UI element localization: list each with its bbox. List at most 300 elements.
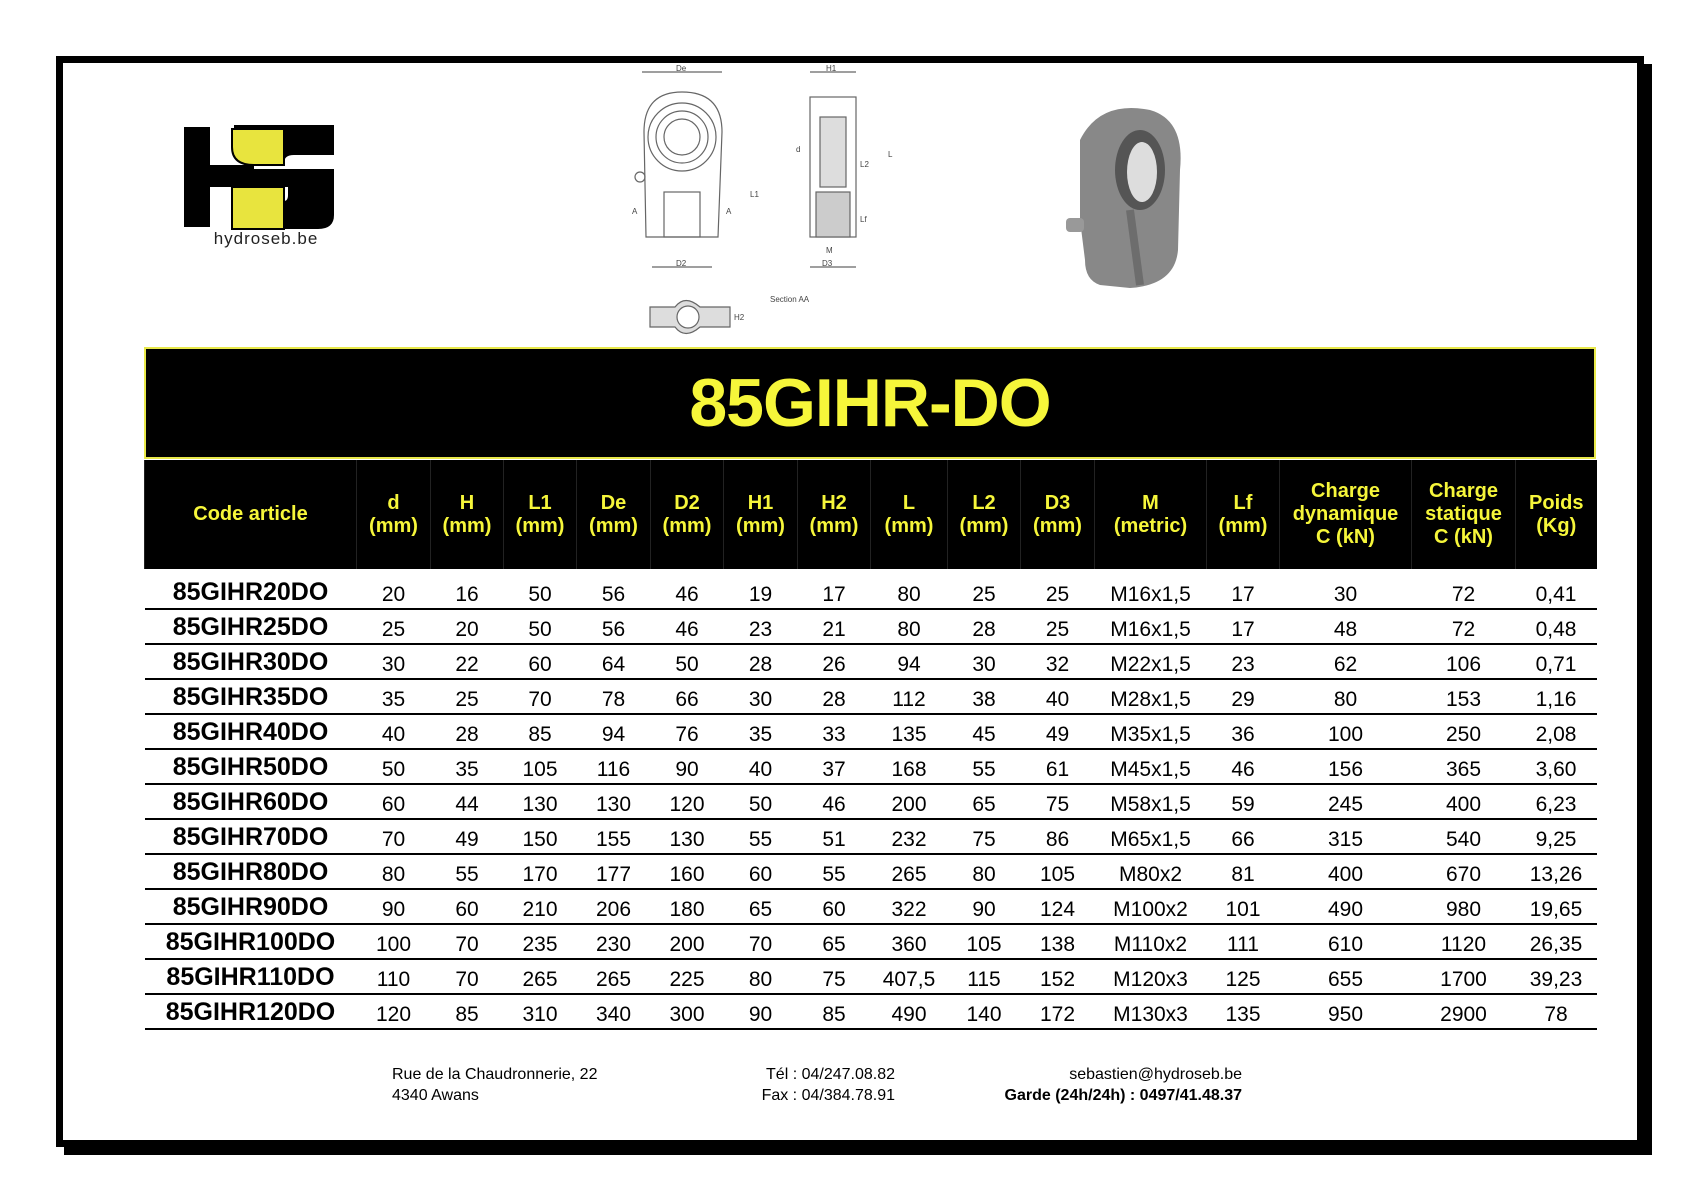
table-cell: 25: [1021, 569, 1095, 609]
table-cell: 50: [724, 784, 798, 819]
column-header: [1207, 460, 1280, 569]
column-header-line: C (kN): [1316, 526, 1375, 548]
table-cell: 230: [577, 924, 651, 959]
table-cell: 70: [504, 679, 577, 714]
table-cell: 32: [1021, 644, 1095, 679]
title-band: [144, 347, 1596, 459]
table-cell: M100x2: [1095, 889, 1207, 924]
table-cell: M130x3: [1095, 994, 1207, 1029]
emergency-phone: Garde (24h/24h) : 0497/41.48.37: [1004, 1087, 1242, 1104]
table-cell: 70: [724, 924, 798, 959]
column-header: [948, 460, 1021, 569]
table-cell: 0,71: [1516, 644, 1597, 679]
table-cell: 80: [1280, 679, 1412, 714]
table-cell: 55: [724, 819, 798, 854]
table-cell: 170: [504, 854, 577, 889]
column-header-line: Lf: [1233, 491, 1253, 514]
article-code: 85GIHR120DO: [145, 994, 357, 1029]
table-cell: 70: [431, 924, 504, 959]
table-cell: 17: [1207, 569, 1280, 609]
table-cell: 64: [577, 644, 651, 679]
table-cell: 2,08: [1516, 714, 1597, 749]
table-cell: 55: [948, 749, 1021, 784]
column-header: [1280, 460, 1412, 569]
table-cell: 400: [1412, 784, 1516, 819]
table-cell: 17: [798, 569, 871, 609]
table-cell: 232: [871, 819, 948, 854]
table-row: [145, 994, 1597, 1029]
table-cell: 105: [1021, 854, 1095, 889]
column-header: [651, 460, 724, 569]
section-label: Section AA: [770, 295, 810, 304]
table-cell: 130: [577, 784, 651, 819]
table-cell: 112: [871, 679, 948, 714]
table-cell: 23: [724, 609, 798, 644]
table-cell: 360: [871, 924, 948, 959]
table-cell: 76: [651, 714, 724, 749]
table-cell: 172: [1021, 994, 1095, 1029]
article-code: 85GIHR40DO: [145, 714, 357, 749]
table-cell: 130: [651, 819, 724, 854]
table-cell: 50: [357, 749, 431, 784]
table-cell: 80: [357, 854, 431, 889]
table-cell: 340: [577, 994, 651, 1029]
table-cell: 130: [504, 784, 577, 819]
column-header-line: d: [387, 491, 400, 514]
table-cell: 1120: [1412, 924, 1516, 959]
svg-text:A: A: [726, 207, 732, 216]
table-cell: 35: [357, 679, 431, 714]
table-cell: 300: [651, 994, 724, 1029]
table-cell: 540: [1412, 819, 1516, 854]
table-cell: 490: [871, 994, 948, 1029]
table-cell: M58x1,5: [1095, 784, 1207, 819]
table-cell: 235: [504, 924, 577, 959]
logo-website: hydroseb.be: [213, 229, 319, 248]
table-cell: 120: [651, 784, 724, 819]
table-row: [145, 749, 1597, 784]
table-cell: 153: [1412, 679, 1516, 714]
table-cell: 66: [651, 679, 724, 714]
article-code: 85GIHR80DO: [145, 854, 357, 889]
table-cell: 120: [357, 994, 431, 1029]
svg-text:L1: L1: [750, 190, 759, 199]
table-cell: 80: [724, 959, 798, 994]
table-cell: 55: [431, 854, 504, 889]
table-cell: 1700: [1412, 959, 1516, 994]
table-cell: 90: [357, 889, 431, 924]
table-cell: 365: [1412, 749, 1516, 784]
table-cell: 50: [651, 644, 724, 679]
table-cell: 20: [431, 609, 504, 644]
table-cell: 40: [357, 714, 431, 749]
table-cell: 28: [724, 644, 798, 679]
column-header-line: L1: [528, 491, 552, 514]
product-photo: [1060, 100, 1190, 290]
table-cell: 322: [871, 889, 948, 924]
column-header-line: (mm): [1033, 514, 1082, 537]
table-cell: 3,60: [1516, 749, 1597, 784]
table-cell: 17: [1207, 609, 1280, 644]
table-cell: M16x1,5: [1095, 569, 1207, 609]
column-header: [431, 460, 504, 569]
column-header: [871, 460, 948, 569]
table-cell: 206: [577, 889, 651, 924]
table-cell: M65x1,5: [1095, 819, 1207, 854]
table-cell: 610: [1280, 924, 1412, 959]
table-cell: 72: [1412, 569, 1516, 609]
table-row: [145, 569, 1597, 609]
hydroseb-logo: [184, 125, 354, 250]
column-header-line: (mm): [442, 514, 492, 537]
table-cell: 25: [431, 679, 504, 714]
table-cell: 100: [1280, 714, 1412, 749]
table-cell: 150: [504, 819, 577, 854]
table-cell: 62: [1280, 644, 1412, 679]
table-cell: 39,23: [1516, 959, 1597, 994]
table-cell: 46: [651, 569, 724, 609]
svg-text:H2: H2: [734, 313, 745, 322]
column-header: [577, 460, 651, 569]
column-header-line: D2: [674, 491, 700, 514]
column-header: [724, 460, 798, 569]
article-code: 85GIHR35DO: [145, 679, 357, 714]
table-cell: 105: [948, 924, 1021, 959]
table-cell: 124: [1021, 889, 1095, 924]
table-cell: 65: [798, 924, 871, 959]
article-code: 85GIHR20DO: [145, 569, 357, 609]
table-cell: 30: [357, 644, 431, 679]
table-cell: 407,5: [871, 959, 948, 994]
table-cell: 90: [948, 889, 1021, 924]
table-cell: 100: [357, 924, 431, 959]
table-cell: 116: [577, 749, 651, 784]
svg-text:Lf: Lf: [860, 215, 867, 224]
table-cell: 135: [871, 714, 948, 749]
article-code: 85GIHR90DO: [145, 889, 357, 924]
table-cell: 65: [724, 889, 798, 924]
table-cell: 28: [798, 679, 871, 714]
table-cell: 140: [948, 994, 1021, 1029]
table-row: [145, 819, 1597, 854]
column-header-line: (mm): [589, 514, 638, 537]
article-code: 85GIHR110DO: [145, 959, 357, 994]
column-header-line: (mm): [809, 514, 859, 537]
column-header-line: (mm): [662, 514, 712, 537]
table-cell: M16x1,5: [1095, 609, 1207, 644]
table-cell: 125: [1207, 959, 1280, 994]
column-header-line: (mm): [515, 514, 565, 537]
table-cell: 80: [871, 569, 948, 609]
table-cell: 36: [1207, 714, 1280, 749]
column-header-line: (mm): [1218, 514, 1268, 537]
table-row: [145, 889, 1597, 924]
table-cell: 48: [1280, 609, 1412, 644]
column-header-line: dynamique: [1292, 503, 1399, 525]
table-cell: 152: [1021, 959, 1095, 994]
table-cell: 200: [651, 924, 724, 959]
column-header: [1021, 460, 1095, 569]
svg-text:D2: D2: [676, 259, 687, 268]
article-code: 85GIHR25DO: [145, 609, 357, 644]
table-cell: 210: [504, 889, 577, 924]
column-header: [1516, 460, 1597, 569]
svg-text:D3: D3: [822, 259, 833, 268]
column-header-line: (mm): [884, 514, 934, 537]
table-cell: 950: [1280, 994, 1412, 1029]
table-cell: 138: [1021, 924, 1095, 959]
table-cell: 38: [948, 679, 1021, 714]
svg-text:M: M: [826, 246, 833, 255]
column-header: [1095, 460, 1207, 569]
table-cell: 72: [1412, 609, 1516, 644]
table-cell: 40: [724, 749, 798, 784]
table-cell: 265: [577, 959, 651, 994]
table-cell: 65: [948, 784, 1021, 819]
table-cell: 26: [798, 644, 871, 679]
table-cell: 49: [431, 819, 504, 854]
column-header-line: C (kN): [1434, 526, 1493, 548]
table-cell: 46: [798, 784, 871, 819]
table-cell: 61: [1021, 749, 1095, 784]
table-cell: 25: [1021, 609, 1095, 644]
table-cell: 60: [798, 889, 871, 924]
table-cell: 1,16: [1516, 679, 1597, 714]
table-cell: 28: [948, 609, 1021, 644]
table-cell: 60: [504, 644, 577, 679]
table-cell: M80x2: [1095, 854, 1207, 889]
table-cell: 80: [871, 609, 948, 644]
footer-contact: [930, 1064, 1242, 1106]
table-cell: 135: [1207, 994, 1280, 1029]
table-cell: 980: [1412, 889, 1516, 924]
column-header-line: (mm): [369, 514, 418, 537]
column-header-line: L: [902, 491, 916, 514]
svg-text:De: De: [676, 64, 687, 73]
table-cell: 23: [1207, 644, 1280, 679]
table-cell: 33: [798, 714, 871, 749]
svg-text:H1: H1: [826, 64, 837, 73]
table-cell: 78: [1516, 994, 1597, 1029]
table-cell: 55: [798, 854, 871, 889]
table-cell: 94: [577, 714, 651, 749]
column-header-line: M: [1142, 491, 1159, 514]
table-cell: 60: [431, 889, 504, 924]
table-cell: 16: [431, 569, 504, 609]
table-cell: 28: [431, 714, 504, 749]
table-cell: 86: [1021, 819, 1095, 854]
table-cell: 75: [948, 819, 1021, 854]
article-code: 85GIHR60DO: [145, 784, 357, 819]
column-header: [798, 460, 871, 569]
footer-address: [392, 1064, 597, 1106]
table-cell: 25: [948, 569, 1021, 609]
table-cell: 0,41: [1516, 569, 1597, 609]
table-cell: 90: [724, 994, 798, 1029]
table-cell: 105: [504, 749, 577, 784]
table-cell: 101: [1207, 889, 1280, 924]
table-cell: 90: [651, 749, 724, 784]
table-cell: 45: [948, 714, 1021, 749]
svg-text:d: d: [796, 145, 801, 154]
table-cell: 9,25: [1516, 819, 1597, 854]
table-cell: 46: [651, 609, 724, 644]
table-cell: 70: [357, 819, 431, 854]
page-title: 85GIHR-DO: [689, 365, 1051, 441]
table-cell: 80: [948, 854, 1021, 889]
table-cell: 70: [431, 959, 504, 994]
table-cell: 265: [871, 854, 948, 889]
table-row: [145, 679, 1597, 714]
table-cell: 655: [1280, 959, 1412, 994]
column-header-line: (mm): [959, 514, 1009, 537]
svg-text:L: L: [888, 150, 893, 159]
table-cell: 66: [1207, 819, 1280, 854]
column-header-line: Charge: [1311, 480, 1380, 502]
column-header-line: De: [600, 491, 627, 514]
table-row: [145, 854, 1597, 889]
table-cell: 35: [431, 749, 504, 784]
svg-text:L2: L2: [860, 160, 869, 169]
table-cell: 0,48: [1516, 609, 1597, 644]
column-header-line: Charge: [1429, 480, 1498, 502]
table-cell: 25: [357, 609, 431, 644]
table-cell: 26,35: [1516, 924, 1597, 959]
table-cell: 245: [1280, 784, 1412, 819]
column-header-line: L2: [972, 491, 996, 514]
table-row: [145, 784, 1597, 819]
email-link[interactable]: sebastien@hydroseb.be: [1069, 1066, 1242, 1083]
table-cell: 59: [1207, 784, 1280, 819]
table-cell: 265: [504, 959, 577, 994]
table-cell: 490: [1280, 889, 1412, 924]
table-row: [145, 959, 1597, 994]
table-cell: 56: [577, 569, 651, 609]
table-cell: M22x1,5: [1095, 644, 1207, 679]
column-header: [504, 460, 577, 569]
table-cell: 22: [431, 644, 504, 679]
table-cell: 75: [798, 959, 871, 994]
table-row: [145, 714, 1597, 749]
fax: Fax : 04/384.78.91: [761, 1087, 895, 1104]
table-cell: 30: [948, 644, 1021, 679]
column-header-line: Code article: [193, 503, 308, 525]
article-code: 85GIHR50DO: [145, 749, 357, 784]
table-cell: 6,23: [1516, 784, 1597, 819]
table-cell: 2900: [1412, 994, 1516, 1029]
column-header-line: H1: [747, 491, 774, 514]
table-row: [145, 924, 1597, 959]
table-cell: 30: [724, 679, 798, 714]
table-cell: 115: [948, 959, 1021, 994]
table-cell: 250: [1412, 714, 1516, 749]
column-header-line: (mm): [736, 514, 785, 537]
table-cell: 85: [431, 994, 504, 1029]
table-cell: 180: [651, 889, 724, 924]
table-cell: 49: [1021, 714, 1095, 749]
table-cell: 37: [798, 749, 871, 784]
hs-logo-icon: [184, 125, 354, 230]
table-cell: 21: [798, 609, 871, 644]
table-cell: 50: [504, 569, 577, 609]
table-cell: 75: [1021, 784, 1095, 819]
table-cell: 19: [724, 569, 798, 609]
table-cell: 310: [504, 994, 577, 1029]
table-cell: 35: [724, 714, 798, 749]
table-cell: 94: [871, 644, 948, 679]
table-cell: 60: [357, 784, 431, 819]
table-cell: 30: [1280, 569, 1412, 609]
product-table: [144, 460, 1597, 1030]
column-header-line: (Kg): [1536, 514, 1577, 537]
table-cell: 200: [871, 784, 948, 819]
table-cell: 400: [1280, 854, 1412, 889]
address-line-2: 4340 Awans: [392, 1087, 479, 1104]
column-header: [1412, 460, 1516, 569]
table-cell: 51: [798, 819, 871, 854]
table-cell: 81: [1207, 854, 1280, 889]
table-cell: M35x1,5: [1095, 714, 1207, 749]
table-cell: M110x2: [1095, 924, 1207, 959]
table-cell: 85: [798, 994, 871, 1029]
table-cell: 177: [577, 854, 651, 889]
column-header-line: (metric): [1113, 514, 1188, 537]
column-header-line: Poids: [1529, 491, 1584, 514]
table-cell: M120x3: [1095, 959, 1207, 994]
table-cell: 29: [1207, 679, 1280, 714]
table-cell: 160: [651, 854, 724, 889]
article-code: 85GIHR100DO: [145, 924, 357, 959]
table-cell: 60: [724, 854, 798, 889]
column-header: [357, 460, 431, 569]
table-cell: 111: [1207, 924, 1280, 959]
table-cell: M45x1,5: [1095, 749, 1207, 784]
column-header-line: statique: [1425, 503, 1502, 525]
table-row: [145, 609, 1597, 644]
footer-phone: [700, 1064, 895, 1106]
table-row: [145, 644, 1597, 679]
technical-drawing: [630, 62, 910, 342]
column-header-line: H: [459, 491, 475, 514]
table-cell: 44: [431, 784, 504, 819]
table-cell: 56: [577, 609, 651, 644]
article-code: 85GIHR70DO: [145, 819, 357, 854]
address-line-1: Rue de la Chaudronnerie, 22: [392, 1066, 598, 1083]
table-cell: 40: [1021, 679, 1095, 714]
table-cell: 156: [1280, 749, 1412, 784]
table-cell: 19,65: [1516, 889, 1597, 924]
table-cell: 670: [1412, 854, 1516, 889]
table-cell: 20: [357, 569, 431, 609]
table-cell: 155: [577, 819, 651, 854]
column-header-line: H2: [821, 491, 847, 514]
column-header: [145, 460, 357, 569]
table-cell: 225: [651, 959, 724, 994]
article-code: 85GIHR30DO: [145, 644, 357, 679]
table-cell: 315: [1280, 819, 1412, 854]
table-cell: 50: [504, 609, 577, 644]
table-cell: 106: [1412, 644, 1516, 679]
table-cell: 78: [577, 679, 651, 714]
table-cell: 110: [357, 959, 431, 994]
telephone: Tél : 04/247.08.82: [766, 1066, 895, 1083]
table-cell: 46: [1207, 749, 1280, 784]
table-cell: 85: [504, 714, 577, 749]
column-header-line: D3: [1044, 491, 1071, 514]
table-cell: M28x1,5: [1095, 679, 1207, 714]
svg-text:A: A: [632, 207, 638, 216]
table-cell: 168: [871, 749, 948, 784]
